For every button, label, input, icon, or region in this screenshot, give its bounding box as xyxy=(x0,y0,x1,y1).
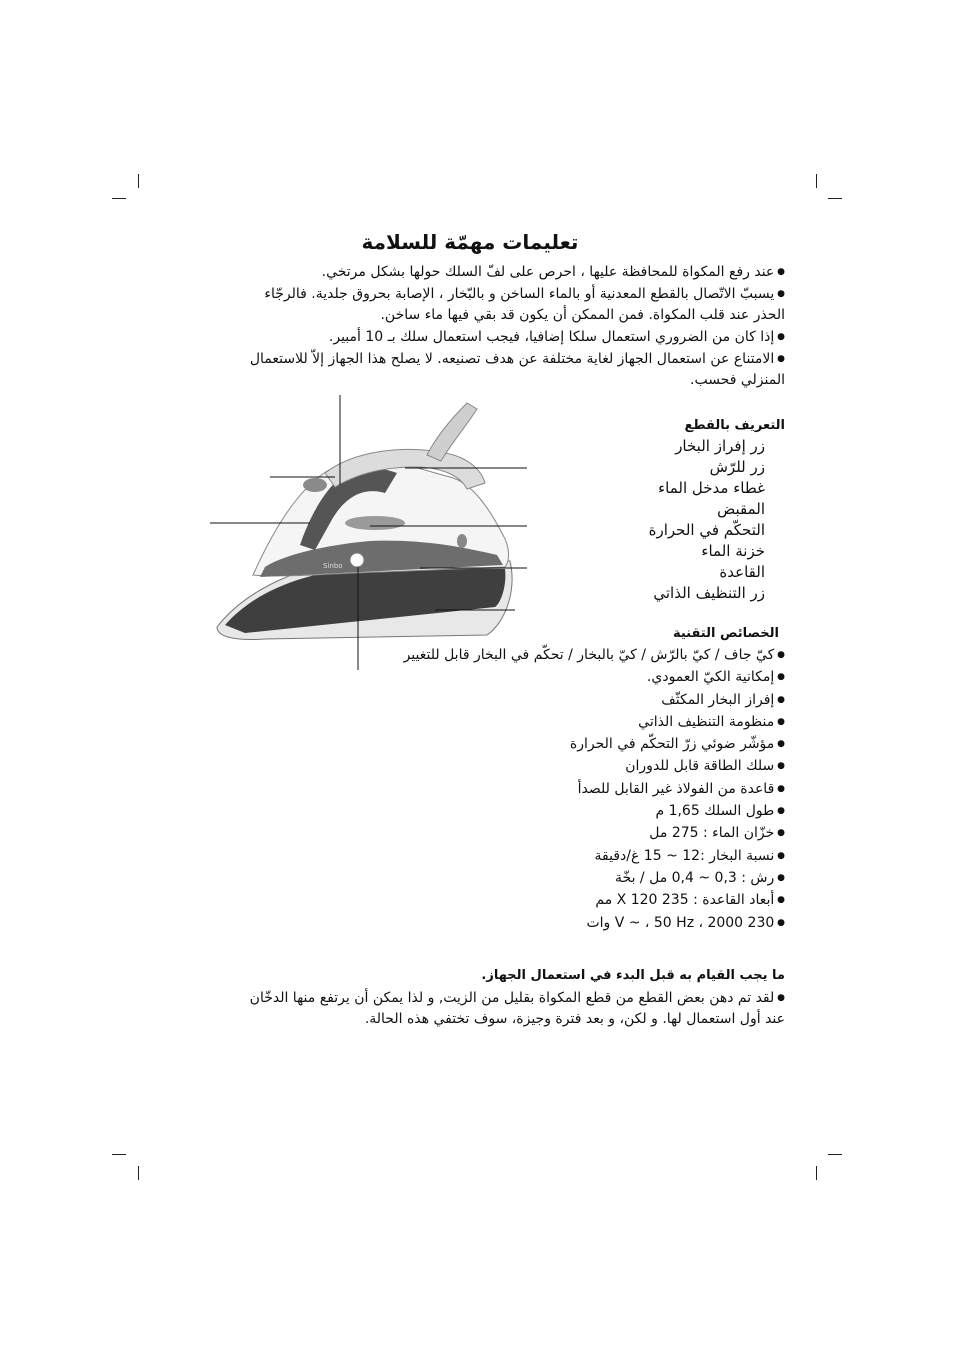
crop-mark xyxy=(138,1166,139,1180)
spec-item: ● 230 V ~ ، 50 Hz ، 2000 وات xyxy=(395,912,785,934)
crop-mark xyxy=(828,198,842,199)
part-label: المقبض xyxy=(717,500,765,518)
safety-item: ● يسببّ الاتّصال بالقطع المعدنية أو بالماء الساخن و بالبّخار ، الإصابة بحروق جلدية. فالرجّاء الحذر عند قلب المكواة. فمن الممكن أن يكون قد بقي فيها ماء ساخن. xyxy=(244,284,785,326)
spec-item: ● نسبة البخار :12 ~ 15 غ/دقيقة xyxy=(395,845,785,867)
safety-list xyxy=(244,262,785,392)
part-label: غطاء مدخل الماء xyxy=(658,479,765,497)
part-label: التحكّم في الحرارة xyxy=(648,521,765,539)
spec-item: ● خزّان الماء : 275 مل xyxy=(395,822,785,844)
safety-item: ● عند رفع المكواة للمحافظة عليها ، احرص على لفّ السلك حولها بشكل مرتخي. xyxy=(244,262,785,283)
parts-section xyxy=(600,418,785,604)
spec-item: ● رش : 0,3 ~ 0,4 مل / بخّة xyxy=(395,867,785,889)
part-label: القاعدة xyxy=(719,563,765,581)
part-label: خزنة الماء xyxy=(701,542,765,560)
crop-mark xyxy=(112,198,126,199)
part-label: زر للرّش xyxy=(709,458,765,476)
safety-item: ● الامتناع عن استعمال الجهاز لغاية مختلفة عن هدف تصنيعه. لا يصلح هذا الجهاز إلاّ للاستعمال المنزلي فحسب. xyxy=(244,349,785,391)
spec-item: ● إمكانية الكيّ العمودي. xyxy=(395,666,785,688)
crop-mark xyxy=(112,1154,126,1155)
crop-mark xyxy=(828,1154,842,1155)
page-title: تعليمات مهمّة للسلامة xyxy=(361,230,579,254)
before-use-heading: ما يجب القيام به قبل البدء في استعمال الجهاز. xyxy=(481,968,785,983)
spec-item: ● منظومة التنظيف الذاتي xyxy=(395,711,785,733)
before-use-text: ● لقد تم دهن بعض القطع من قطع المكواة بقليل من الزيت, و لذا يمكن أن يرتفع منها الدخّان عند أول استعمال لها. و لكن، و بعد فترة وجيزة، سوف تختفي هذه الحالة. xyxy=(244,988,785,1030)
spec-item: ● مؤشّر ضوئي زرّ التحكّم في الحرارة xyxy=(395,733,785,755)
specs-section xyxy=(395,626,785,934)
parts-heading: التعريف بالقطع xyxy=(684,418,785,433)
spec-item: ● قاعدة من الفولاذ غير القابل للصدأ xyxy=(395,778,785,800)
crop-mark xyxy=(816,1166,817,1180)
crop-mark xyxy=(138,174,139,188)
specs-heading: الخصائص التقنية xyxy=(672,626,779,641)
before-use-section xyxy=(244,965,785,1030)
part-label: زر التنظيف الذاتي xyxy=(653,584,765,602)
spec-item: ● سلك الطاقة قابل للدوران xyxy=(395,755,785,777)
crop-mark xyxy=(816,174,817,188)
iron-logo-text: Sinbo xyxy=(323,562,343,570)
spec-item: ● إفراز البخار المكثّف xyxy=(395,689,785,711)
spec-item: ● أبعاد القاعدة : 235 X 120 مم xyxy=(395,889,785,911)
spec-item: ● طول السلك 1,65 م xyxy=(395,800,785,822)
part-label: زر إفراز البخار xyxy=(675,437,765,455)
spec-item: ● كيّ جاف / كيّ بالرّش / كيّ بالبخار / تحكّم في البخار قابل للتغيير xyxy=(395,644,785,666)
safety-item: ● إذا كان من الضروري استعمال سلكا إضافيا، فيجب استعمال سلك بـ 10 أمبير. xyxy=(244,327,785,348)
